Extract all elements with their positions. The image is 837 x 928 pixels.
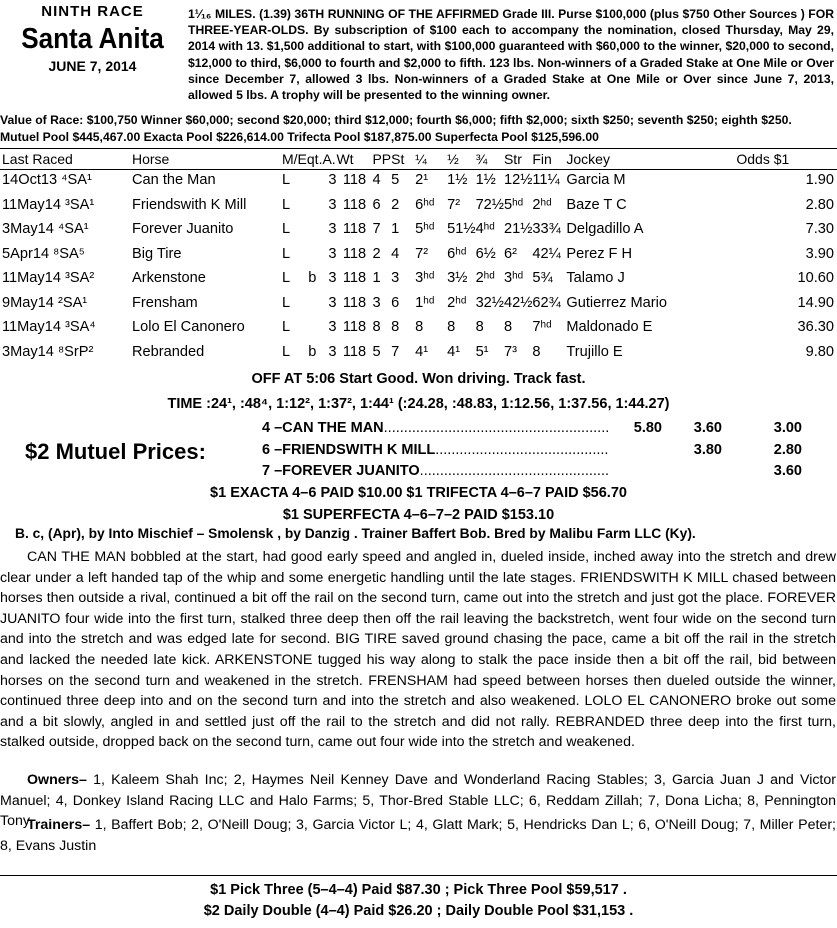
odds-cell: 1.90 — [805, 172, 834, 189]
race-date: JUNE 7, 2014 — [48, 58, 137, 74]
med-cell: L — [282, 245, 291, 262]
start-cell: 3 — [391, 270, 400, 287]
exotic-payoffs-2: $1 SUPERFECTA 4–6–7–2 PAID $153.10 — [282, 507, 555, 523]
mutuel-row — [262, 420, 802, 440]
pick-three-line: $1 Pick Three (5–4–4) Paid $87.30 ; Pick Three Pool $59,517 . — [210, 882, 627, 898]
start-cell: 1 — [391, 221, 400, 238]
col-stretch: Str — [503, 151, 522, 167]
start-cell: 4 — [391, 245, 400, 262]
time-line: TIME :24¹, :48⁴, 1:12², 1:37², 1:44¹ (:24.28, :48.83, 1:12.56, 1:37.56, 1:44.27) — [167, 396, 670, 412]
pp-cell: 7 — [372, 221, 381, 238]
eqt-cell — [308, 193, 322, 218]
last-raced-cell: 3May14 ⁸SrP² — [2, 343, 94, 360]
eqt-cell — [308, 315, 322, 340]
age-cell: 3 — [328, 245, 337, 262]
three-quarter-cell: 1½ — [475, 172, 496, 189]
odds-cell: 7.30 — [805, 221, 834, 238]
win-price: 5.80 — [633, 420, 662, 436]
age-cell: 3 — [328, 270, 337, 287]
med-cell: L — [282, 294, 291, 311]
col-pp: PP — [372, 151, 392, 167]
finish-cell: 2ʰᵈ — [532, 196, 552, 213]
half-cell: 6ʰᵈ — [447, 245, 467, 262]
last-raced-cell: 3May14 ⁴SA¹ — [2, 221, 89, 238]
col-start: St — [391, 151, 405, 167]
jockey-cell: Garcia M — [566, 172, 626, 189]
finish-cell: 8 — [532, 343, 541, 360]
track-name: Santa Anita — [21, 23, 164, 55]
quarter-cell: 3ʰᵈ — [415, 270, 435, 287]
footer-payoffs — [0, 875, 837, 922]
exotic-payoffs-1: $1 EXACTA 4–6 PAID $10.00 $1 TRIFECTA 4–6–7 PAID $56.70 — [210, 485, 627, 501]
eqt-cell — [308, 242, 322, 267]
three-quarter-cell: 32½ — [475, 294, 504, 311]
col-jockey: Jockey — [566, 151, 610, 167]
value-of-race: Value of Race: $100,750 Winner $60,000; second $20,000; third $12,000; fourth $6,000; fifth $2,000; sixth $250; seventh $250; eighth $250. — [0, 113, 792, 127]
table-row — [0, 168, 837, 193]
mutuel-horse: 6 –FRIENDSWITH K MILL ..... — [262, 442, 608, 458]
mutuel-horse: 4 –CAN THE MAN ..... — [262, 420, 608, 436]
three-quarter-cell: 2ʰᵈ — [475, 270, 495, 287]
results-table — [0, 150, 837, 364]
show-price: 3.00 — [773, 420, 802, 436]
jockey-cell: Gutierrez Mario — [566, 294, 667, 311]
stretch-cell: 42½ — [503, 294, 533, 311]
table-row — [0, 291, 837, 316]
three-quarter-cell: 5¹ — [475, 343, 489, 360]
finish-cell: 11¼ — [532, 172, 560, 189]
pp-cell: 6 — [372, 196, 381, 213]
pp-cell: 8 — [372, 319, 381, 336]
mutuel-horse: 7 –FOREVER JUANITO ..... — [262, 463, 608, 479]
quarter-cell: 6ʰᵈ — [415, 196, 435, 213]
owners-list: 1, Kaleem Shah Inc; 2, Haymes Neil Kenney Dave and Wonderland Racing Stables; 3, Garcia Juan J and Victor Manuel; 4, Donkey Island Racing LLC and Halo Farms; 5, Thor-Bred Stable LLC; 6, Reddam Zillah; 7, Dona Licha; 8, Pennington Tony — [0, 772, 836, 830]
pp-cell: 2 — [372, 245, 381, 262]
med-cell: L — [282, 343, 291, 360]
col-finish: Fin — [532, 151, 552, 167]
trainers-paragraph — [0, 815, 836, 856]
mutuel-row — [262, 463, 802, 483]
age-cell: 3 — [328, 343, 337, 360]
med-cell: L — [282, 196, 291, 213]
quarter-cell: 7² — [415, 245, 429, 262]
start-cell: 2 — [391, 196, 400, 213]
finish-cell: 62¾ — [532, 294, 561, 311]
weight-cell: 118 — [342, 172, 367, 189]
pp-cell: 4 — [372, 172, 381, 189]
horse-cell: Rebranded — [132, 343, 205, 360]
col-weight: Wt — [336, 151, 354, 167]
off-line: OFF AT 5:06 Start Good. Won driving. Track fast. — [251, 371, 586, 387]
half-cell: 51½ — [447, 221, 476, 238]
col-last-raced: Last Raced — [2, 151, 73, 167]
quarter-cell: 4¹ — [415, 343, 429, 360]
quarter-cell: 1ʰᵈ — [415, 294, 435, 311]
three-quarter-cell: 8 — [475, 319, 484, 336]
odds-cell: 9.80 — [805, 343, 834, 360]
last-raced-cell: 9May14 ²SA¹ — [2, 294, 88, 311]
start-cell: 6 — [391, 294, 400, 311]
jockey-cell: Talamo J — [566, 270, 625, 287]
finish-cell: 42¼ — [532, 245, 561, 262]
show-price: 3.60 — [773, 463, 802, 479]
breeding-line: B. c, (Apr), by Into Mischief – Smolensk , by Danzig . Trainer Baffert Bob. Bred by Malibu Farm LLC (Ky). — [15, 526, 696, 541]
odds-cell: 36.30 — [797, 319, 834, 336]
table-header-row — [0, 150, 837, 168]
med-cell: L — [282, 270, 291, 287]
horse-cell: Frensham — [132, 294, 198, 311]
age-cell: 3 — [328, 221, 337, 238]
pp-cell: 5 — [372, 343, 381, 360]
last-raced-cell: 14Oct13 ⁴SA¹ — [2, 172, 92, 189]
med-cell: L — [282, 221, 291, 238]
stretch-cell: 12½ — [503, 172, 533, 189]
race-conditions: 1¹⁄₁₆ MILES. (1.39) 36TH RUNNING OF THE AFFIRMED Grade III. Purse $100,000 (plus $750 Other Sources ) FOR THREE-YEAR-OLDS. By subscription of $100 each to accompany the nomination, closed Thursday, May 29, 2014 with 13. $1,500 additional to start, with $100,000 guaranteed with $60,000 to the winner, $20,000 to second, $12,000 to third, $6,000 to fourth and $2,000 to fifth. 123 lbs. Non-winners of a Graded Stake at One Mile or Over since December 7, allowed 3 lbs. Non-winners of a Graded Stake at One Mile or Over since June 7, 2013, allowed 5 lbs. A trophy will be presented to the winning owner. — [188, 7, 834, 103]
place-price: 3.60 — [693, 420, 722, 436]
horse-cell: Big Tire — [132, 245, 182, 262]
owners-label: Owners– — [27, 772, 87, 788]
horse-cell: Can the Man — [132, 172, 216, 189]
last-raced-cell: 5Apr14 ⁸SA⁵ — [2, 245, 85, 262]
odds-cell: 14.90 — [797, 294, 834, 311]
three-quarter-cell: 4ʰᵈ — [475, 221, 495, 238]
start-cell: 8 — [391, 319, 400, 336]
weight-cell: 118 — [342, 343, 367, 360]
med-cell: L — [282, 172, 291, 189]
last-raced-cell: 11May14 ³SA⁴ — [2, 319, 96, 336]
eqt-cell — [308, 217, 322, 242]
pp-cell: 3 — [372, 294, 381, 311]
stretch-cell: 3ʰᵈ — [503, 270, 524, 287]
weight-cell: 118 — [342, 221, 367, 238]
col-med-eqt: M/Eqt. — [282, 151, 323, 167]
col-age: A. — [322, 151, 336, 167]
col-half: ½ — [447, 151, 459, 167]
jockey-cell: Maldonado E — [566, 319, 653, 336]
table-row — [0, 315, 837, 340]
chart-comment: CAN THE MAN bobbled at the start, had good early speed and angled in, dueled inside, inched away into the stretch and drew clear under a left handed tap of the whip and some energetic handling until the late stages. FRIENDSWITH K MILL chased between horses then outside a rival, continued a bit off the rail on the second turn, came out into the stretch and just got the place. FOREVER JUANITO four wide into the first turn, stalked three deep then off the rail leaving the backstretch, went four wide on the second turn and into the stretch and was edged late for second. BIG TIRE saved ground chasing the pace, came a bit off the rail in the stretch and lacked the needed late kick. ARKENSTONE tugged his way along to stalk the pace inside then a bit off the rail, bid between horses on the second turn and weakened in the stretch. FRENSHAM had speed between horses then dueled outside the winner, continued three deep into and on the second turn and into the stretch and also weakened. LOLO EL CANONERO broke out some and a bit slowly, angled in and settled just off the rail to the stretch and did not rally. REBRANDED three deep into the first turn, stalked outside, dropped back on the second turn, came out four wide into the stretch and weakened. — [0, 549, 836, 751]
jockey-cell: Delgadillo A — [566, 221, 644, 238]
quarter-cell: 8 — [415, 319, 424, 336]
horse-cell: Arkenstone — [132, 270, 206, 287]
age-cell: 3 — [328, 319, 337, 336]
stretch-cell: 7³ — [503, 343, 517, 360]
horse-cell: Friendswith K Mill — [132, 196, 247, 213]
last-raced-cell: 11May14 ³SA² — [2, 270, 95, 287]
age-cell: 3 — [328, 294, 337, 311]
eqt-cell — [308, 291, 322, 316]
age-cell: 3 — [328, 196, 337, 213]
weight-cell: 118 — [342, 245, 367, 262]
table-row — [0, 193, 837, 218]
eqt-cell: b — [308, 270, 317, 287]
last-raced-cell: 11May14 ³SA¹ — [2, 196, 95, 213]
half-cell: 2ʰᵈ — [447, 294, 467, 311]
weight-cell: 118 — [342, 319, 367, 336]
jockey-cell: Perez F H — [566, 245, 633, 262]
race-heading — [0, 0, 185, 76]
stretch-cell: 21½ — [503, 221, 533, 238]
horse-cell: Lolo El Canonero — [132, 319, 245, 336]
finish-cell: 7ʰᵈ — [532, 319, 552, 336]
eqt-cell — [308, 168, 322, 193]
stretch-cell: 5ʰᵈ — [503, 196, 524, 213]
trainers-label: Trainers– — [27, 817, 91, 833]
table-row — [0, 217, 837, 242]
three-quarter-cell: 6½ — [475, 245, 496, 262]
table-row — [0, 242, 837, 267]
three-quarter-cell: 72½ — [475, 196, 504, 213]
weight-cell: 118 — [342, 270, 367, 287]
show-price: 2.80 — [773, 442, 802, 458]
col-odds: Odds $1 — [736, 151, 790, 167]
jockey-cell: Baze T C — [566, 196, 627, 213]
pp-cell: 1 — [372, 270, 381, 287]
daily-double-line: $2 Daily Double (4–4) Paid $26.20 ; Daily Double Pool $31,153 . — [203, 903, 634, 919]
start-cell: 5 — [391, 172, 400, 189]
mutuel-pools: Mutuel Pool $445,467.00 Exacta Pool $226,614.00 Trifecta Pool $187,875.00 Superfecta Pool $125,596.00 — [0, 130, 599, 144]
med-cell: L — [282, 319, 291, 336]
half-cell: 8 — [447, 319, 456, 336]
quarter-cell: 5ʰᵈ — [415, 221, 435, 238]
finish-cell: 33¾ — [532, 221, 561, 238]
quarter-cell: 2¹ — [415, 172, 429, 189]
weight-cell: 118 — [342, 196, 367, 213]
jockey-cell: Trujillo E — [566, 343, 623, 360]
odds-cell: 2.80 — [805, 196, 834, 213]
mutuel-title: $2 Mutuel Prices: — [25, 439, 206, 464]
half-cell: 4¹ — [447, 343, 461, 360]
odds-cell: 3.90 — [805, 245, 834, 262]
trainers-list: 1, Baffert Bob; 2, O'Neill Doug; 3, Garcia Victor L; 4, Glatt Mark; 5, Hendricks Dan L; 6, O'Neill Doug; 7, Miller Peter; 8, Evans Justin — [0, 817, 836, 854]
half-cell: 1½ — [447, 172, 468, 189]
race-number: NINTH RACE — [41, 3, 144, 20]
odds-cell: 10.60 — [797, 270, 834, 287]
horse-cell: Forever Juanito — [132, 221, 234, 238]
eqt-cell: b — [308, 343, 317, 360]
table-row — [0, 340, 837, 365]
stretch-cell: 8 — [503, 319, 513, 336]
col-quarter: ¼ — [415, 151, 427, 167]
finish-cell: 5¾ — [532, 270, 553, 287]
weight-cell: 118 — [342, 294, 367, 311]
half-cell: 3½ — [447, 270, 468, 287]
place-price: 3.80 — [693, 442, 722, 458]
table-row — [0, 266, 837, 291]
col-three-quarter: ¾ — [475, 151, 488, 167]
mutuel-row — [262, 442, 802, 462]
half-cell: 7² — [447, 196, 461, 213]
start-cell: 7 — [391, 343, 400, 360]
col-horse: Horse — [132, 151, 170, 167]
stretch-cell: 6² — [503, 245, 517, 262]
age-cell: 3 — [328, 172, 337, 189]
divider — [0, 148, 837, 149]
